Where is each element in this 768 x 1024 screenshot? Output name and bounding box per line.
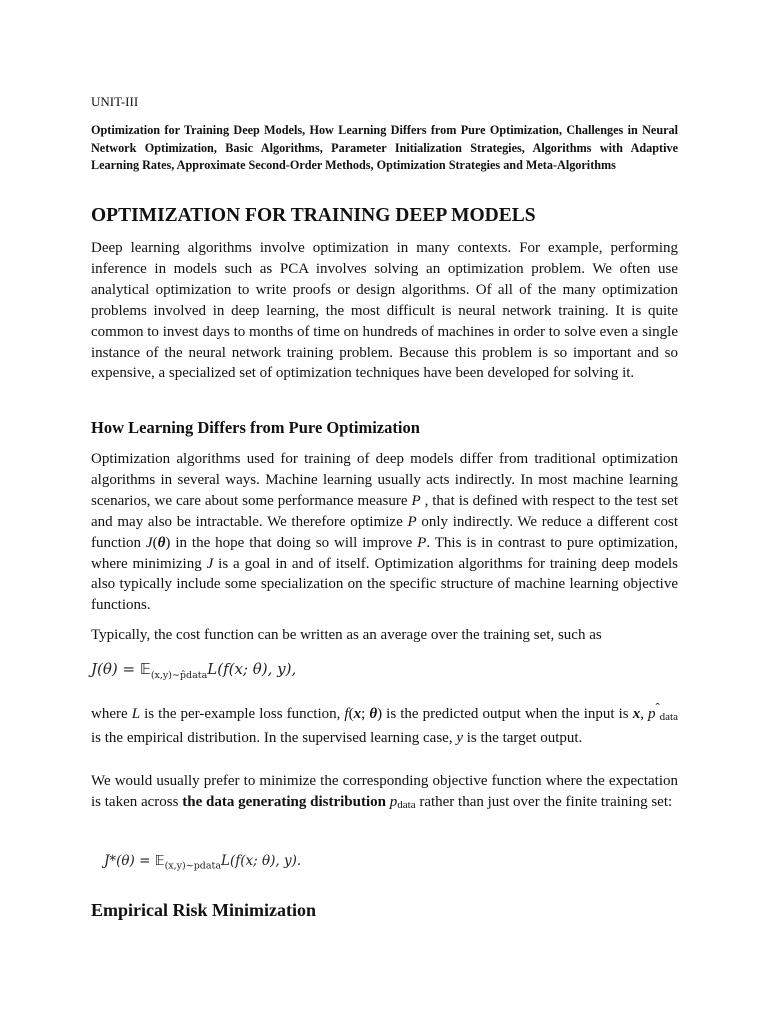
subsection-title-empirical-risk-minimization: Empirical Risk Minimization <box>91 900 316 920</box>
paragraph-learning-vs-optimization: Optimization algorithms used for training of deep models differ from traditional optimization algorithms in several ways. Machine learning usually acts indirectly. In most machine learning scenarios, we care about some performance measure P , that is defined with respect to the test set and may also be intractable. We therefore optimize P only indirectly. We reduce a different cost function J(θ) in the hope that doing so will improve P. This is in contrast to pure optimization, where minimizing J is a goal in and of itself. Optimization algorithms for training deep models also typically include some specialization on the specific structure of machine learning objective functions. <box>91 451 679 614</box>
paragraph-cost-function-intro: Typically, the cost function can be written as an average over the training set, such as <box>91 627 602 643</box>
equation-true-risk: J*(θ) = 𝔼$_{(x,y)\sim pdata}$L(f(x; θ), y). <box>104 853 302 872</box>
subsection-title-learning-vs-optimization: How Learning Differs from Pure Optimization <box>91 418 420 437</box>
intro-paragraph: Deep learning algorithms involve optimization in many contexts. For example, performing inference in models such as PCA involves solving an optimization problem. We often use analytical optimization to write proofs or design algorithms. Of all of the many optimization problems involved in deep learning, the most difficult is neural network training. It is quite common to invest days to months of time on hundreds of machines in order to solve even a single instance of the neural network training problem. Because this problem is so important and so expensive, a specialized set of optimization techniques have been developed for solving it. <box>91 240 678 382</box>
section-title: OPTIMIZATION FOR TRAINING DEEP MODELS <box>91 205 536 226</box>
unit-label: UNIT-III <box>91 94 139 109</box>
equation-empirical-cost: J(θ) = 𝔼$_{(x,y)\sim p̂data}$L(f(x; θ), y), <box>91 660 297 681</box>
paragraph-loss-definition: where L is the per-example loss function, f(x; θ) is the predicted output when the input is x, $p^ˆdata$ is the empirical distribution. In the supervised learning case, y is the target output. <box>91 701 678 746</box>
paragraph-data-generating-distribution: We would usually prefer to minimize the corresponding objective function where the expectation is taken across the data generating distribution pdata rather than just over the finite training set: <box>91 773 678 811</box>
unit-topics-list: Optimization for Training Deep Models, How Learning Differs from Pure Optimization, Challenges in Neural Network Optimization, Basic Algorithms, Parameter Initialization Strategies, Algorithms with Adaptive Learning Rates, Approximate Second-Order Methods, Optimization Strategies and Meta-Algorithms <box>91 123 678 173</box>
